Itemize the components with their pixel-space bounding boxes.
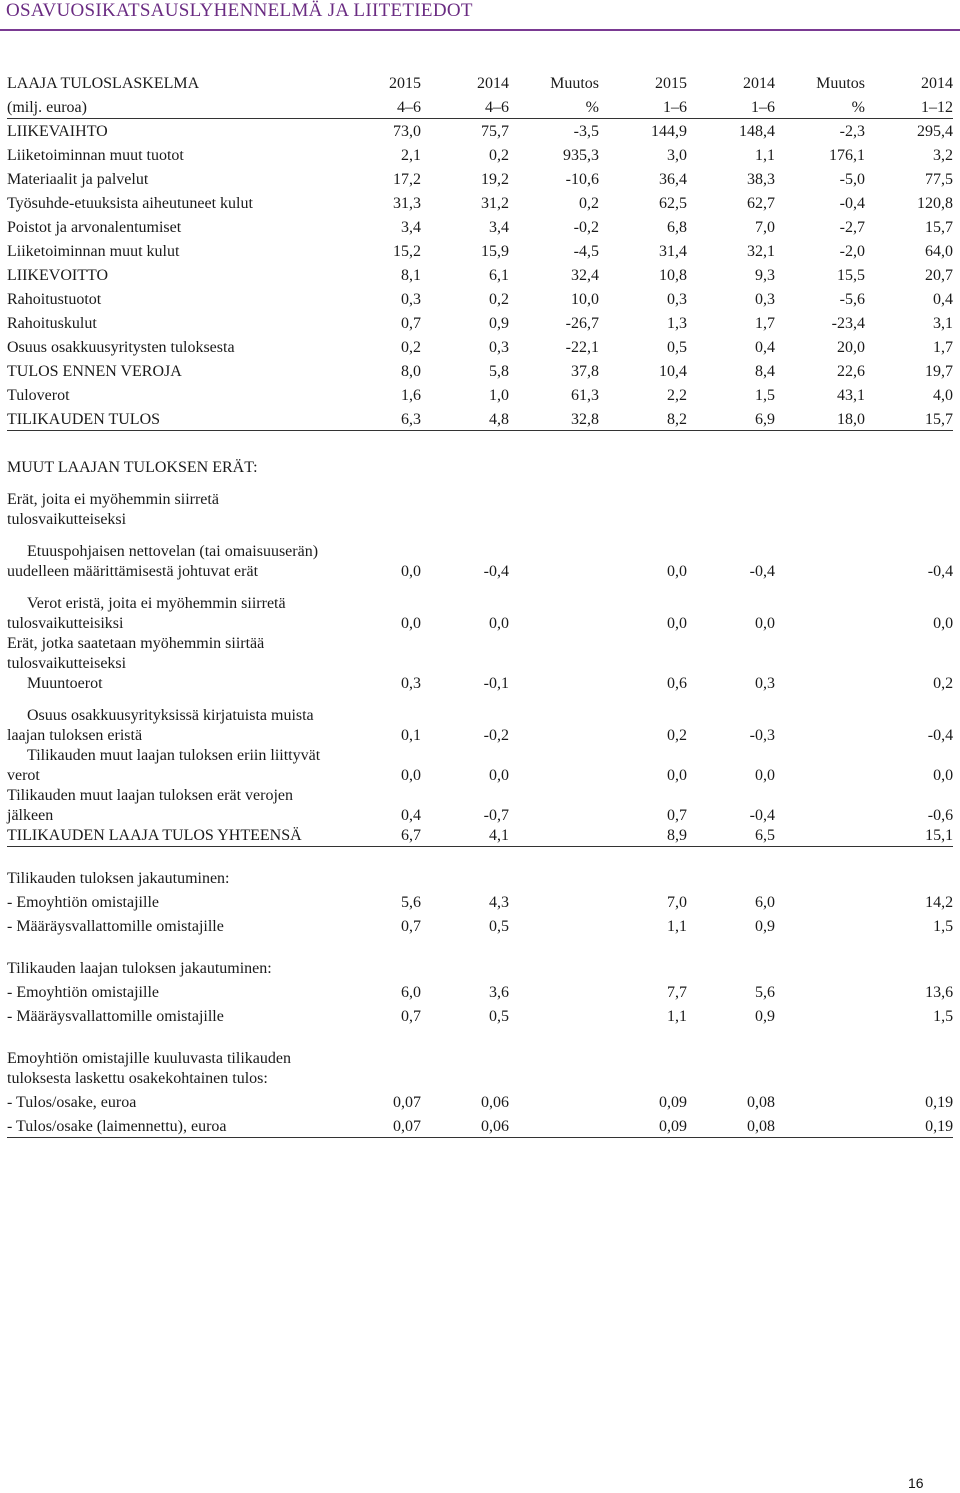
cell-value: -0,4 (927, 563, 954, 580)
cell-value: 15,7 (865, 406, 953, 430)
cell-value: 7,7 (667, 984, 687, 1001)
cell-value: 0,0 (933, 615, 954, 632)
table-row (7, 190, 953, 214)
cell-value: 19,7 (925, 363, 953, 380)
cell-value: 0,9 (755, 1008, 775, 1025)
cell-value: 10,0 (571, 291, 599, 308)
cell-value: 62,5 (659, 195, 687, 212)
cell-value (509, 542, 599, 582)
cell-value: -0,4 (927, 727, 954, 744)
table-row (7, 1117, 953, 1138)
cell-value: 0,09 (659, 1094, 687, 1111)
cell-value: 0,3 (401, 675, 421, 692)
cell-value: 10,8 (659, 267, 687, 284)
table-row (7, 1093, 953, 1113)
cell-value: -5,0 (839, 171, 865, 188)
table-row (7, 786, 953, 826)
cell-value: 295,4 (917, 123, 953, 140)
cell-value: -2,0 (839, 243, 865, 260)
row-label: Rahoituskulut (7, 315, 97, 332)
cell-value: 6,0 (755, 894, 775, 911)
cell-value: 0,2 (579, 195, 599, 212)
table-row (7, 358, 953, 382)
col-header-year: 2014 (477, 75, 509, 92)
title-divider (0, 29, 960, 31)
cell-value: 10,4 (659, 363, 687, 380)
col-header-unit: % (775, 94, 865, 118)
row-label: Osuus osakkuusyrityksissä kirjatuista muista laajan tuloksen eristä (7, 707, 314, 744)
cell-value: 61,3 (571, 387, 599, 404)
cell-value: 0,9 (755, 918, 775, 935)
cell-value: 0,06 (481, 1094, 509, 1111)
cell-value: 0,7 (401, 315, 421, 332)
cell-value: 0,09 (599, 1117, 687, 1138)
cell-value (775, 746, 865, 786)
not-reclassified-heading-row (7, 490, 953, 530)
cell-value: 62,7 (747, 195, 775, 212)
cell-value: 43,1 (837, 387, 865, 404)
cell-value: 6,7 (337, 826, 421, 847)
col-header-year: 2014 (743, 75, 775, 92)
ci-distribution-heading-row (7, 959, 953, 979)
cell-value: -0,4 (839, 195, 865, 212)
table-row (7, 406, 953, 430)
cell-value: 1,0 (489, 387, 509, 404)
cell-value: 8,0 (401, 363, 421, 380)
cell-value: 0,2 (489, 147, 509, 164)
cell-value: -0,7 (483, 807, 509, 824)
cell-value (509, 1007, 599, 1027)
col-header-year: 2015 (389, 75, 421, 92)
table-row (7, 166, 953, 190)
cell-value: 32,1 (747, 243, 775, 260)
cell-value: 0,0 (401, 563, 421, 580)
cell-value: -0,4 (749, 807, 775, 824)
cell-value: 1,1 (667, 1008, 687, 1025)
table-row (7, 142, 953, 166)
cell-value: 0,5 (489, 1008, 509, 1025)
cell-value: 0,6 (667, 675, 687, 692)
cell-value: 0,5 (489, 918, 509, 935)
table-row (7, 594, 953, 634)
row-label: Tuloverot (7, 387, 70, 404)
cell-value: 8,1 (401, 267, 421, 284)
table-row (7, 893, 953, 913)
cell-value (509, 786, 599, 826)
row-label: Liiketoiminnan muut tuotot (7, 147, 184, 164)
cell-value: 0,08 (687, 1117, 775, 1138)
row-label: Poistot ja arvonalentumiset (7, 219, 182, 236)
oci-heading: MUUT LAAJAN TULOKSEN ERÄT: (7, 459, 258, 476)
cell-value: 0,2 (933, 675, 954, 692)
cell-value (775, 893, 865, 913)
cell-value: 120,8 (917, 195, 953, 212)
table-row (7, 542, 953, 582)
table-row (7, 334, 953, 358)
cell-value: 0,7 (401, 1008, 421, 1025)
cell-value: 0,2 (667, 727, 687, 744)
cell-value: 4,1 (421, 826, 509, 847)
cell-value: 77,5 (925, 171, 953, 188)
row-label: Verot eristä, joita ei myöhemmin siirretä tulosvaikutteisiksi (7, 595, 286, 632)
income-statement-table (7, 70, 953, 431)
cell-value: 0,0 (933, 767, 954, 784)
page-title: OSAVUOSIKATSAUSLYHENNELMÄ JA LIITETIEDOT (6, 0, 473, 21)
reclassified-heading-row (7, 634, 953, 674)
cell-value: 9,3 (755, 267, 775, 284)
cell-value: 15,1 (865, 826, 953, 847)
row-label: - Tulos/osake, euroa (7, 1094, 137, 1111)
cell-value: 1,6 (401, 387, 421, 404)
cell-value: 38,3 (747, 171, 775, 188)
cell-value: 6,9 (687, 406, 775, 430)
row-label: - Emoyhtiön omistajille (7, 984, 159, 1001)
reclassified-heading: Erät, jotka saatetaan myöhemmin siirtää tulosvaikutteiseksi (7, 635, 265, 672)
cell-value: -5,6 (839, 291, 865, 308)
cell-value: 0,0 (489, 767, 509, 784)
col-header-period: 1–6 (599, 94, 687, 118)
cell-value: 3,2 (933, 147, 953, 164)
table-title: LAAJA TULOSLASKELMA (7, 75, 200, 92)
cell-value: 4,0 (933, 387, 953, 404)
cell-value: 7,0 (667, 894, 687, 911)
col-header-year: 2015 (655, 75, 687, 92)
cell-value: -23,4 (831, 315, 865, 332)
row-label: Tilikauden muut laajan tuloksen eriin liittyvät verot (7, 747, 321, 784)
cell-value: 20,0 (837, 339, 865, 356)
cell-value: 0,0 (755, 615, 775, 632)
cell-value: -10,6 (565, 171, 599, 188)
row-label: TULOS ENNEN VEROJA (7, 363, 182, 380)
row-label: Osuus osakkuusyritysten tuloksesta (7, 339, 235, 356)
cell-value (775, 917, 865, 937)
cell-value (775, 983, 865, 1003)
cell-value: 8,4 (755, 363, 775, 380)
comprehensive-income-table (7, 458, 953, 1138)
table-row (7, 1007, 953, 1027)
table-row (7, 214, 953, 238)
cell-value (775, 826, 865, 847)
col-header-period: 4–6 (421, 94, 509, 118)
col-header-period: 1–12 (865, 94, 953, 118)
cell-value: 0,4 (755, 339, 775, 356)
cell-value: 0,3 (489, 339, 509, 356)
cell-value: 37,8 (571, 363, 599, 380)
col-header-period: 1–6 (687, 94, 775, 118)
cell-value: -0,4 (749, 563, 775, 580)
cell-value (775, 542, 865, 582)
table-row (7, 746, 953, 786)
row-label: Materiaalit ja palvelut (7, 171, 149, 188)
cell-value: 3,0 (667, 147, 687, 164)
cell-value: 0,2 (489, 291, 509, 308)
table-row (7, 286, 953, 310)
cell-value: -0,2 (483, 727, 509, 744)
cell-value (509, 1117, 599, 1138)
cell-value: -0,6 (927, 807, 954, 824)
row-label: Tilikauden muut laajan tuloksen erät verojen jälkeen (7, 787, 294, 824)
cell-value: 15,2 (393, 243, 421, 260)
cell-value: 64,0 (925, 243, 953, 260)
cell-value: -0,1 (483, 675, 509, 692)
row-label: - Emoyhtiön omistajille (7, 894, 159, 911)
cell-value (509, 917, 599, 937)
table-row (7, 706, 953, 746)
cell-value: 1,3 (667, 315, 687, 332)
cell-value: 0,06 (421, 1117, 509, 1138)
row-label: Liiketoiminnan muut kulut (7, 243, 180, 260)
cell-value: 0,19 (865, 1117, 953, 1138)
cell-value: 7,0 (755, 219, 775, 236)
cell-value (775, 1007, 865, 1027)
cell-value: -2,3 (839, 123, 865, 140)
cell-value (775, 706, 865, 746)
cell-value: 6,3 (337, 406, 421, 430)
cell-value (509, 826, 599, 847)
cell-value: 32,8 (509, 406, 599, 430)
row-label: - Tulos/osake (laimennettu), euroa (7, 1117, 337, 1138)
table-row (7, 826, 953, 847)
cell-value: 2,1 (401, 147, 421, 164)
cell-value: -2,7 (839, 219, 865, 236)
cell-value: 0,7 (667, 807, 687, 824)
table-row (7, 917, 953, 937)
row-label: TILIKAUDEN TULOS (7, 406, 337, 430)
cell-value: 0,07 (393, 1094, 421, 1111)
row-label: TILIKAUDEN LAAJA TULOS YHTEENSÄ (7, 826, 337, 847)
cell-value: 15,5 (837, 267, 865, 284)
cell-value: 31,4 (659, 243, 687, 260)
row-label: Työsuhde-etuuksista aiheutuneet kulut (7, 195, 253, 212)
table-row (7, 310, 953, 334)
cell-value: 6,1 (489, 267, 509, 284)
cell-value: 935,3 (563, 147, 599, 164)
cell-value (775, 594, 865, 634)
cell-value: 0,7 (401, 918, 421, 935)
table-row (7, 262, 953, 286)
table-row (7, 238, 953, 262)
cell-value: 0,1 (401, 727, 421, 744)
cell-value: 5,6 (755, 984, 775, 1001)
cell-value (775, 674, 865, 694)
col-header-change: Muutos (816, 75, 865, 92)
row-label: Etuuspohjaisen nettovelan (tai omaisuuserän) uudelleen määrittämisestä johtuvat erät (7, 543, 319, 580)
cell-value: 0,9 (489, 315, 509, 332)
cell-value (775, 786, 865, 826)
oci-heading-row (7, 458, 953, 478)
cell-value: 6,0 (401, 984, 421, 1001)
cell-value: 0,3 (401, 291, 421, 308)
table-row (7, 382, 953, 406)
cell-value: 1,5 (933, 918, 954, 935)
cell-value: 6,5 (687, 826, 775, 847)
cell-value (775, 1093, 865, 1113)
cell-value: 0,0 (401, 615, 421, 632)
cell-value: 8,9 (599, 826, 687, 847)
row-label: Muuntoerot (27, 675, 103, 692)
cell-value: 0,0 (667, 563, 687, 580)
cell-value: 1,1 (667, 918, 687, 935)
cell-value: 17,2 (393, 171, 421, 188)
cell-value: 0,0 (401, 767, 421, 784)
cell-value: 31,3 (393, 195, 421, 212)
cell-value: 0,0 (489, 615, 509, 632)
cell-value: 18,0 (775, 406, 865, 430)
row-label: LIIKEVOITTO (7, 267, 109, 284)
cell-value: 3,4 (401, 219, 421, 236)
cell-value: 0,3 (755, 291, 775, 308)
cell-value: 19,2 (481, 171, 509, 188)
header-row-2 (7, 94, 953, 118)
profit-distribution-heading: Tilikauden tuloksen jakautuminen: (7, 870, 230, 887)
cell-value (509, 746, 599, 786)
cell-value: 4,8 (421, 406, 509, 430)
eps-heading-row (7, 1049, 953, 1089)
cell-value: 15,7 (925, 219, 953, 236)
cell-value: -0,4 (483, 563, 509, 580)
cell-value (509, 893, 599, 913)
cell-value: 2,2 (667, 387, 687, 404)
cell-value: 1,5 (755, 387, 775, 404)
cell-value (775, 1117, 865, 1138)
col-header-period: 4–6 (337, 94, 421, 118)
table-row (7, 983, 953, 1003)
cell-value: 36,4 (659, 171, 687, 188)
cell-value: 5,6 (401, 894, 421, 911)
cell-value: -4,5 (573, 243, 599, 260)
cell-value: 1,1 (755, 147, 775, 164)
cell-value (509, 706, 599, 746)
cell-value: -0,2 (573, 219, 599, 236)
cell-value: 0,5 (667, 339, 687, 356)
cell-value: 1,7 (755, 315, 775, 332)
cell-value: 144,9 (651, 123, 687, 140)
cell-value: 73,0 (393, 123, 421, 140)
cell-value: 75,7 (481, 123, 509, 140)
cell-value: 6,8 (667, 219, 687, 236)
cell-value: 20,7 (925, 267, 953, 284)
cell-value: 0,0 (667, 615, 687, 632)
cell-value: -26,7 (565, 315, 599, 332)
header-row-1 (7, 70, 953, 94)
cell-value: 4,3 (489, 894, 509, 911)
row-label: Rahoitustuotot (7, 291, 102, 308)
cell-value: 31,2 (481, 195, 509, 212)
cell-value: -3,5 (573, 123, 599, 140)
cell-value: 1,5 (933, 1008, 954, 1025)
cell-value: 0,2 (401, 339, 421, 356)
cell-value: 3,4 (489, 219, 509, 236)
col-header-change: Muutos (550, 75, 599, 92)
col-header-year: 2014 (921, 75, 953, 92)
table-row (7, 674, 953, 694)
cell-value: 3,6 (489, 984, 509, 1001)
cell-value: -22,1 (565, 339, 599, 356)
cell-value: 0,19 (925, 1094, 954, 1111)
cell-value (509, 1093, 599, 1113)
cell-value: 14,2 (925, 894, 954, 911)
col-header-unit: % (509, 94, 599, 118)
cell-value (509, 594, 599, 634)
not-reclassified-heading: Erät, joita ei myöhemmin siirretä tulosvaikutteiseksi (7, 491, 219, 528)
page-number: 16 (908, 1475, 924, 1491)
cell-value: 0,0 (667, 767, 687, 784)
cell-value: 3,1 (933, 315, 953, 332)
cell-value: 176,1 (829, 147, 865, 164)
cell-value: 15,9 (481, 243, 509, 260)
cell-value: 0,3 (755, 675, 775, 692)
cell-value: 0,0 (755, 767, 775, 784)
cell-value (509, 983, 599, 1003)
cell-value: 148,4 (739, 123, 775, 140)
cell-value: 5,8 (489, 363, 509, 380)
cell-value: 32,4 (571, 267, 599, 284)
cell-value: 13,6 (925, 984, 954, 1001)
cell-value: 22,6 (837, 363, 865, 380)
cell-value: 1,7 (933, 339, 953, 356)
cell-value: 0,08 (747, 1094, 775, 1111)
row-label: LIIKEVAIHTO (7, 123, 108, 140)
table-row (7, 118, 953, 142)
cell-value: 0,4 (933, 291, 953, 308)
ci-distribution-heading: Tilikauden laajan tuloksen jakautuminen: (7, 960, 272, 977)
cell-value: 0,3 (667, 291, 687, 308)
row-label: - Määräysvallattomille omistajille (7, 918, 224, 935)
row-label: - Määräysvallattomille omistajille (7, 1008, 224, 1025)
cell-value: 0,4 (401, 807, 421, 824)
cell-value: 0,07 (337, 1117, 421, 1138)
cell-value: 8,2 (599, 406, 687, 430)
eps-heading: Emoyhtiön omistajille kuuluvasta tilikauden tuloksesta laskettu osakekohtainen tulos: (7, 1050, 291, 1087)
cell-value (509, 674, 599, 694)
profit-distribution-heading-row (7, 869, 953, 889)
cell-value: -0,3 (749, 727, 775, 744)
unit-label: (milj. euroa) (7, 94, 337, 118)
